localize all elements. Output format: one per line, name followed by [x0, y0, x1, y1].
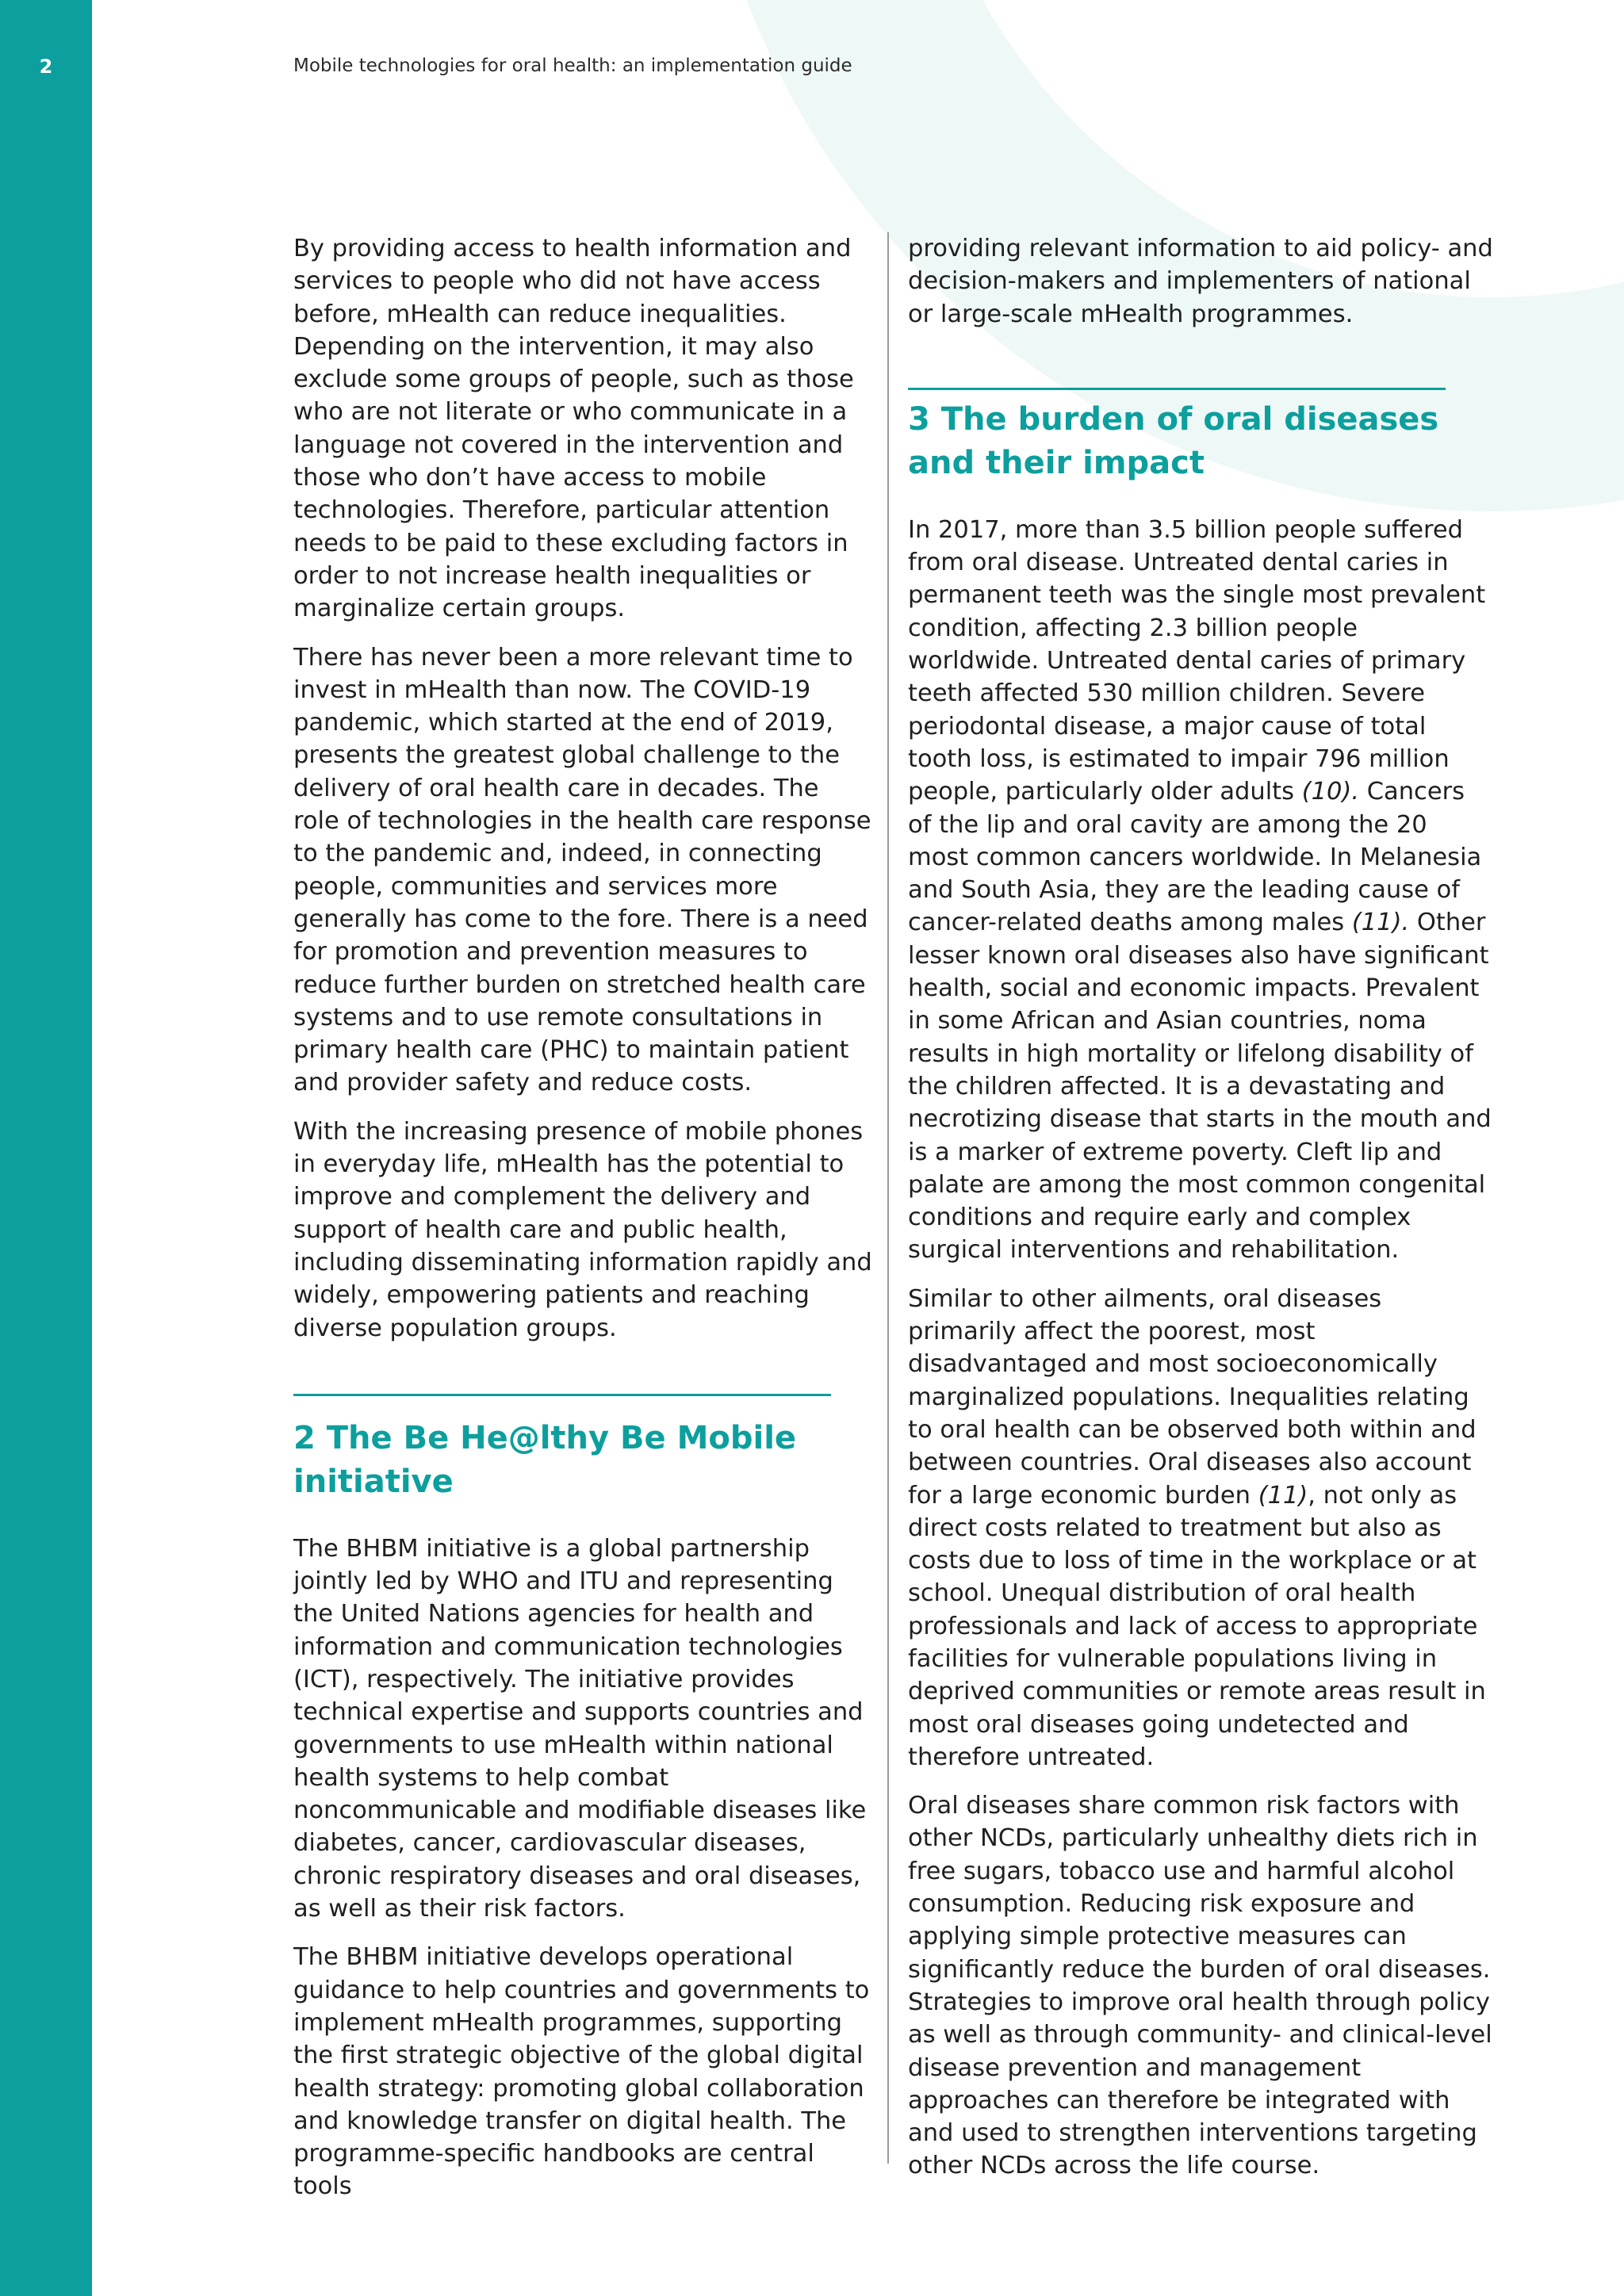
paragraph: There has never been a more relevant time to invest in mHealth than now. The COVID-19 pandemic, which started at the end of 2019, presents the greatest global challenge to the delivery of oral health care in decades. The role of technologies in the health care response to the pandemic and, indeed, in connecting people, communities and services more generally has come to the fore. There is a need for promotion and prevention measures to reduce further burden on stretched health care systems and to use remote consultations in primary health care (PHC) to maintain patient and provider safety and reduce costs.: [293, 643, 871, 1097]
citation: (11).: [1351, 909, 1410, 937]
heading-line: 2 The Be He@lthy Be Mobile: [293, 1419, 797, 1456]
text-run: , not only as direct costs related to treatment but also as costs due to loss of time in the workplace or at school. Unequal distribution of oral health professionals and lack of access to appropriate facilities for vulnerable populations living in deprived communities or remote areas result in most oral diseases going undetected and therefore untreated.: [908, 1481, 1486, 1771]
paragraph: With the increasing presence of mobile phones in everyday life, mHealth has the potential to improve and complement the delivery and support of health care and public health, including disseminating information rapidly and widely, empowering patients and reaching diverse population groups.: [293, 1117, 872, 1342]
section-rule: [908, 388, 1446, 390]
section-heading: [908, 398, 1495, 485]
paragraph: Oral diseases share common risk factors with other NCDs, particularly unhealthy diets rich in free sugars, tobacco use and harmful alcohol consumption. Reducing risk exposure and applying simple protective measures can significantly reduce the burden of oral diseases. Strategies to improve oral health through policy as well as through community- and clinical-level disease prevention and management approaches can therefore be integrated with and used to strengthen interventions targeting other NCDs across the life course.: [908, 1792, 1492, 2180]
citation: (11): [1258, 1481, 1308, 1510]
paragraph: By providing access to health information and services to people who did not have access before, mHealth can reduce inequalities. Depending on the intervention, it may also exclude some groups of people, such as those who are not literate or who communicate in a language not covered in the intervention and those who don’t have access to mobile technologies. Therefore, particular attention needs to be paid to these excluding factors in order to not increase health inequalities or marginalize certain groups.: [293, 235, 854, 623]
text-run: Cancers of the lip and oral cavity are among the 20 most common cancers worldwide. In Melanesia and South Asia, they are the leading cause of cancer-related deaths among males: [908, 778, 1482, 937]
paragraph: [908, 514, 1495, 1267]
right-column: [908, 232, 1495, 2198]
column-divider: [887, 232, 889, 2164]
paragraph: The BHBM initiative develops operational guidance to help countries and governments to implement mHealth programmes, supporting the first strategic objective of the global digital health strategy: promoting global collaboration and knowledge transfer on digital health. The programme-specific handbooks are central tools: [293, 1943, 870, 2201]
paragraph: providing relevant information to aid policy- and decision-makers and implementers of national or large-scale mHealth programmes.: [908, 235, 1493, 328]
text-run: Other lesser known oral diseases also have significant health, social and economic impacts. Prevalent in some African and Asian countries, noma results in high mortality or lifelong disability of the children affected. It is a devastating and necrotizing disease that starts in the mouth and is a marker of extreme poverty. Cleft lip and palate are among the most common congenital conditions and require early and complex surgical interventions and rehabilitation.: [908, 909, 1492, 1265]
side-color-bar: [0, 0, 92, 2296]
text-run: Similar to other ailments, oral diseases primarily affect the poorest, most disadvantaged and most socioeconomically marginalized populations. Inequalities relating to oral health can be observed both within and between countries. Oral diseases also account for a large economic burden: [908, 1284, 1477, 1510]
heading-line: and their impact: [908, 444, 1205, 481]
text-run: In 2017, more than 3.5 billion people suffered from oral disease. Untreated dental caries in permanent teeth was the single most prevalent condition, affecting 2.3 billion people worldwide. Untreated dental caries of primary teeth affected 530 million children. Severe periodontal disease, a major cause of total tooth loss, is estimated to impair 796 million people, particularly older adults: [908, 515, 1486, 806]
section-rule: [293, 1394, 831, 1396]
left-column: [293, 232, 872, 2219]
heading-line: initiative: [293, 1463, 454, 1500]
section-heading: [293, 1417, 872, 1504]
paragraph: [908, 1283, 1495, 1774]
page-number: 2: [39, 55, 53, 78]
paragraph: The BHBM initiative is a global partnership jointly led by WHO and ITU and representing the United Nations agencies for health and information and communication technologies (ICT), respectively. The initiative provides technical expertise and supports countries and governments to use mHealth within national health systems to help combat noncommunicable and modifiable diseases like diabetes, cancer, cardiovascular diseases, chronic respiratory diseases and oral diseases, as well as their risk factors.: [293, 1534, 867, 1923]
citation: (10).: [1301, 778, 1360, 806]
heading-line: 3 The burden of oral diseases: [908, 400, 1439, 438]
running-header: Mobile technologies for oral health: an implementation guide: [293, 55, 852, 76]
